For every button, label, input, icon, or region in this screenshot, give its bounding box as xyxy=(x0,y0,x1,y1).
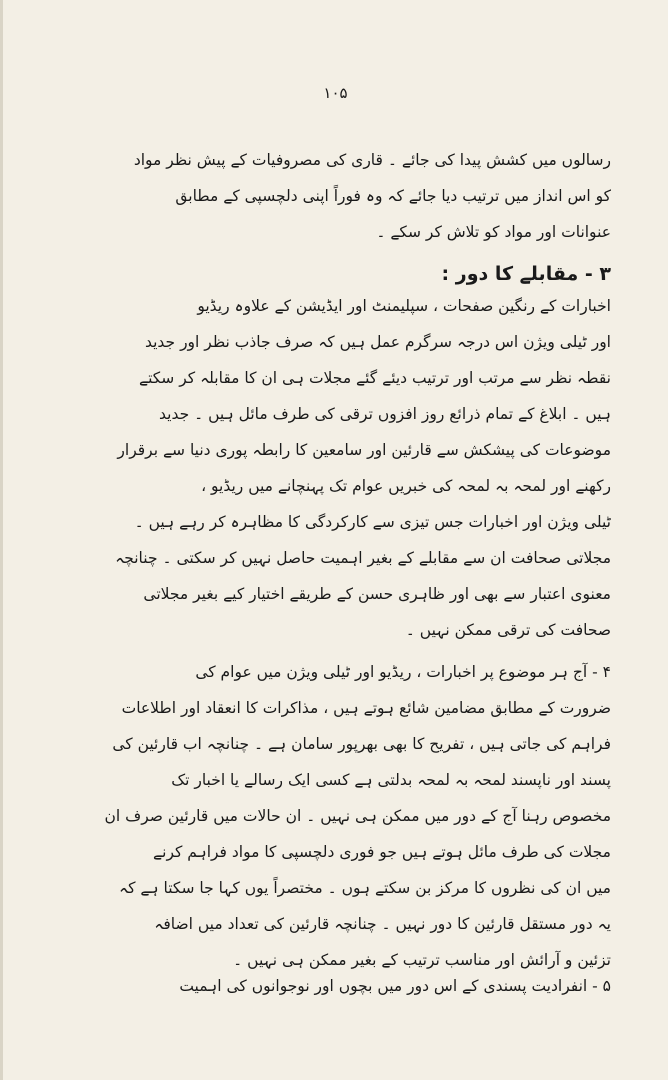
text-line: اخبارات کے رنگین صفحات ، سپلیمنٹ اور ایڈیشن کے علاوہ ریڈیو xyxy=(197,297,611,315)
text-line: ضرورت کے مطابق مضامین شائع ہوتے ہیں ، مذاکرات کا انعقاد اور اطلاعات xyxy=(121,699,611,717)
text-line: ۵ - انفرادیت پسندی کے اس دور میں بچوں اور نوجوانوں کی اہمیت xyxy=(179,977,611,995)
text-line: ہیں ۔ ابلاغ کے تمام ذرائع روز افزوں ترقی کی طرف مائل ہیں ۔ جدید xyxy=(159,405,611,423)
text-line: میں ان کی نظروں کا مرکز بن سکتے ہوں ۔ مختصراً یوں کہا جا سکتا ہے کہ xyxy=(119,879,611,897)
text-line: رکھنے اور لمحہ بہ لمحہ کی خبریں عوام تک پہنچانے میں ریڈیو ، xyxy=(201,477,611,495)
text-line: موضوعات کی پیشکش سے قارئین اور سامعین کا رابطہ پوری دنیا سے برقرار xyxy=(117,441,611,459)
paragraph-2 xyxy=(99,288,611,648)
paragraph-1 xyxy=(99,142,611,250)
text-line: کو اس انداز میں ترتیب دیا جائے کہ وہ فوراً اپنی دلچسپی کے مطابق xyxy=(175,187,611,205)
text-line: صحافت کی ترقی ممکن نہیں ۔ xyxy=(405,621,611,639)
text-line: رسالوں میں کشش پیدا کی جائے ۔ قاری کی مصروفیات کے پیش نظر مواد xyxy=(133,151,611,169)
text-line: پسند اور ناپسند لمحہ بہ لمحہ بدلتی ہے کسی ایک رسالے یا اخبار تک xyxy=(171,771,611,789)
text-line: فراہم کی جاتی ہیں ، تفریح کا بھی بھرپور سامان ہے ۔ چنانچہ اب قارئین کی xyxy=(112,735,611,753)
text-line: عنوانات اور مواد کو تلاش کر سکے ۔ xyxy=(376,223,611,241)
text-line: ٹیلی ویژن اور اخبارات جس تیزی سے کارکردگی کا مظاہرہ کر رہے ہیں ۔ xyxy=(134,513,611,531)
text-line: نقطہ نظر سے مرتب اور ترتیب دیئے گئے مجلات ہی ان کا مقابلہ کر سکتے xyxy=(138,369,611,387)
paragraph-4 xyxy=(99,968,611,1004)
text-line: معنوی اعتبار سے بھی اور ظاہری حسن کے طریقے اختیار کیے بغیر مجلاتی xyxy=(143,585,611,603)
section-heading: ۳ - مقابلے کا دور : xyxy=(441,263,611,285)
text-line: مجلات کی طرف مائل ہوتے ہیں جو فوری دلچسپی کا مواد فراہم کرنے xyxy=(153,843,611,861)
text-line: تزئین و آرائش اور مناسب ترتیب کے بغیر ممکن ہی نہیں ۔ xyxy=(233,951,611,969)
text-line: مخصوص رہنا آج کے دور میں ممکن ہی نہیں ۔ ان حالات میں قارئین صرف ان xyxy=(104,807,611,825)
page-number: ۱۰۵ xyxy=(323,84,348,102)
text-line: مجلاتی صحافت ان سے مقابلے کے بغیر اہمیت حاصل نہیں کر سکتی ۔ چنانچہ xyxy=(115,549,611,567)
text-line: ۴ - آج ہر موضوع پر اخبارات ، ریڈیو اور ٹیلی ویژن میں عوام کی xyxy=(195,663,611,681)
text-line: اور ٹیلی ویژن اس درجہ سرگرم عمل ہیں کہ صرف جاذب نظر اور جدید xyxy=(144,333,611,351)
text-line: یہ دور مستقل قارئین کا دور نہیں ۔ چنانچہ قارئین کی تعداد میں اضافہ xyxy=(154,915,611,933)
paragraph-3 xyxy=(99,654,611,978)
